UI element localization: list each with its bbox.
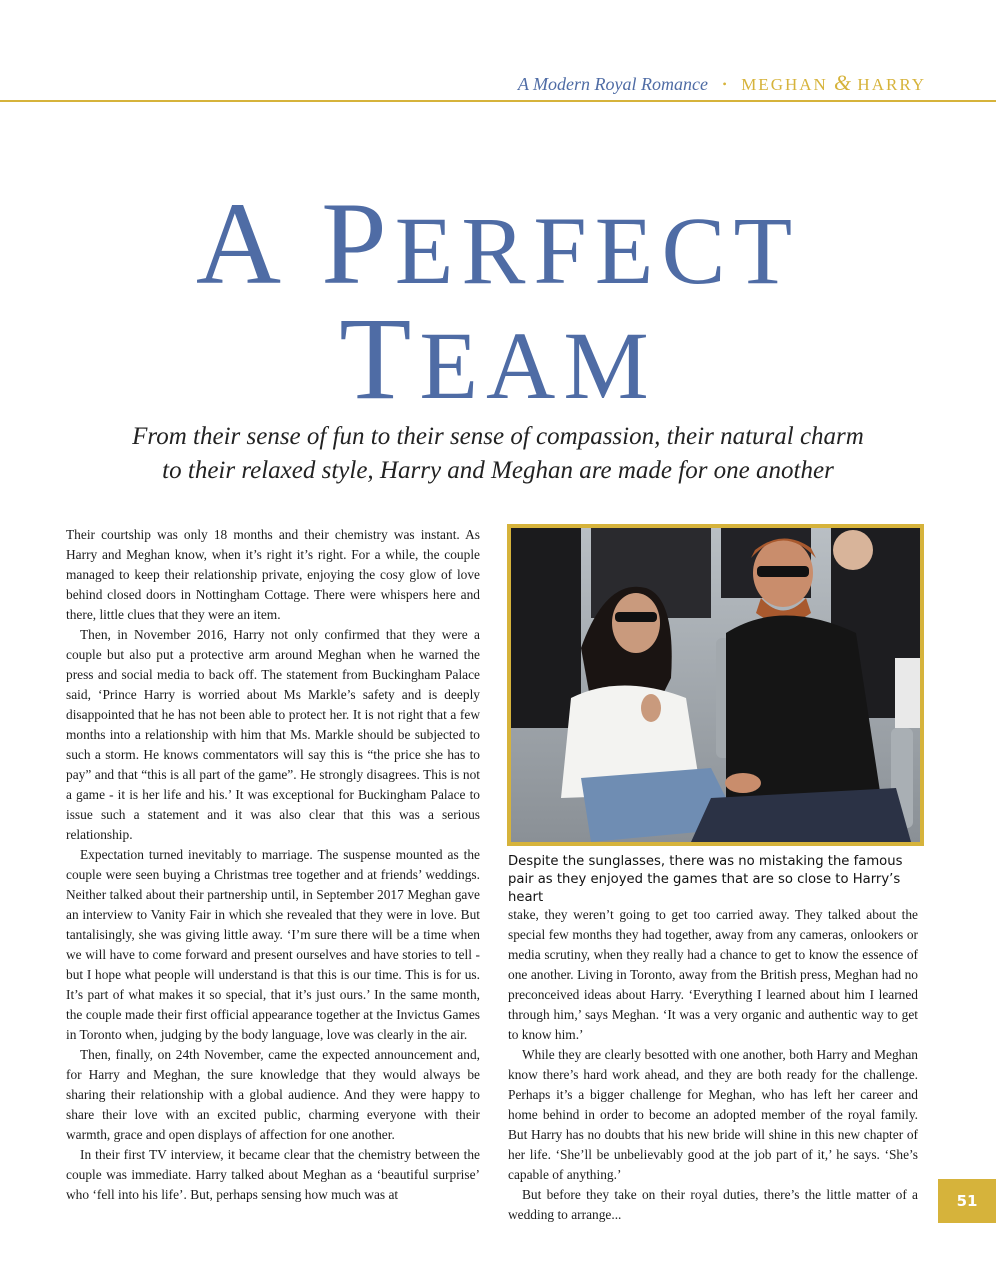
title-word-erfect: ERFECT xyxy=(394,197,801,304)
title-initial-t: T xyxy=(339,293,420,424)
title-line-1 xyxy=(0,178,996,309)
standfirst-line-1: From their sense of fun to their sense of compassion, their natural charm xyxy=(132,423,864,450)
title-word-eam: EAM xyxy=(419,312,657,419)
paragraph: stake, they weren’t going to get too carried away. They talked about the special few months they had together, away from any cameras, onlookers or media scrutiny, when they really had a chance to get to know the essence of one another. Living in Toronto, away from the British press, Meghan had no preconceived ideas about Harry. ‘Everything I learned about him I learned through him,’ says Meghan. ‘It was a very organic and authentic way to get to know him.’ xyxy=(508,907,918,1042)
title-initial-a: A xyxy=(195,178,290,309)
paragraph: Expectation turned inevitably to marriage. The suspense mounted as the couple were seen buying a Christmas tree together and at friends’ weddings. Neither talked about their partnership until, in September 2017 Meghan gave an interview to Vanity Fair in which she revealed that they were in love. But tantalisingly, she was giving little away. ‘I’m sure there will be a time when we will have to come forward and present ourselves and have stories to tell - but I hope what people will understand is that this is our time. This is for us. It’s part of what makes it so special, that it’s just ours.’ In the same month, the couple made their first official appearance together at the Invictus Games in Toronto when, judging by the body language, love was clearly in the air. xyxy=(66,847,480,1042)
brand-part1: MEGHAN xyxy=(741,75,828,94)
paragraph: In their first TV interview, it became clear that the chemistry between the couple was immediate. Harry talked about Meghan as a ‘beautiful surprise’ who ‘fell into his life’. But, perhaps sensing how much was at xyxy=(66,1147,480,1202)
couple-photo xyxy=(507,524,924,846)
paragraph: While they are clearly besotted with one another, both Harry and Meghan know there’s hard work ahead, and they are both ready for the challenge. Perhaps it’s a bigger challenge for Meghan, who has left her career and home behind in order to become an adopted member of the royal family. But Harry has no doubts that his new bride will shine in this new chapter of her life. ‘She’ll be unbelievably good at the job part of it,’ he says. ‘She’s capable of anything.’ xyxy=(508,1047,918,1182)
brand-ampersand: & xyxy=(834,70,852,95)
paragraph: But before they take on their royal duties, there’s the little matter of a wedding to arrange... xyxy=(508,1187,918,1222)
standfirst xyxy=(90,420,906,488)
paragraph: Then, finally, on 24th November, came the expected announcement and, for Harry and Meghan, the sure knowledge that they would always be sharing their relationship with a global audience. And they were happy to share their love with an excited public, charming everyone with their warmth, grace and open displays of affection for one another. xyxy=(66,1047,480,1142)
body-column-left xyxy=(66,525,480,1205)
header-separator: • xyxy=(722,77,727,91)
running-header-text xyxy=(518,70,926,99)
paragraph: Then, in November 2016, Harry not only confirmed that they were a couple but also put a protective arm around Meghan when he warned the press and social media to back off. The statement from Buckingham Palace said, ‘Prince Harry is worried about Ms Markle’s safety and is deeply disappointed that he has not been able to protect her. It is not right that a few months into a relationship with him that Ms. Markle should be subjected to such a storm. He knows commentators will say this is “the price she has to pay” and that “this is all part of the game”. He strongly disagrees. This is not a game - it is her life and his.’ It was exceptional for Buckingham Palace to issue such a statement and it was also clear that this was a serious relationship. xyxy=(66,627,480,842)
photo-illustration xyxy=(511,528,920,842)
header-rule xyxy=(0,100,996,102)
photo-caption: Despite the sunglasses, there was no mistaking the famous pair as they enjoyed the games that are so close to Harry’s heart xyxy=(508,854,903,905)
paragraph: Their courtship was only 18 months and their chemistry was instant. As Harry and Meghan know, when it’s right it’s right. For a while, the couple managed to keep their relationship private, enjoying the cosy glow of love behind closed doors in Nottingham Cottage. There were whispers here and there, little clues that they were an item. xyxy=(66,527,480,622)
page-number: 51 xyxy=(938,1179,996,1223)
brand-title xyxy=(741,70,926,95)
title-initial-p: P xyxy=(321,178,395,309)
series-title: A Modern Royal Romance xyxy=(517,74,708,94)
brand-part2: HARRY xyxy=(857,75,926,94)
article-title xyxy=(0,178,996,424)
body-column-right xyxy=(508,905,918,1225)
title-line-2 xyxy=(0,293,996,424)
standfirst-line-2: to their relaxed style, Harry and Meghan are made for one another xyxy=(162,457,834,484)
